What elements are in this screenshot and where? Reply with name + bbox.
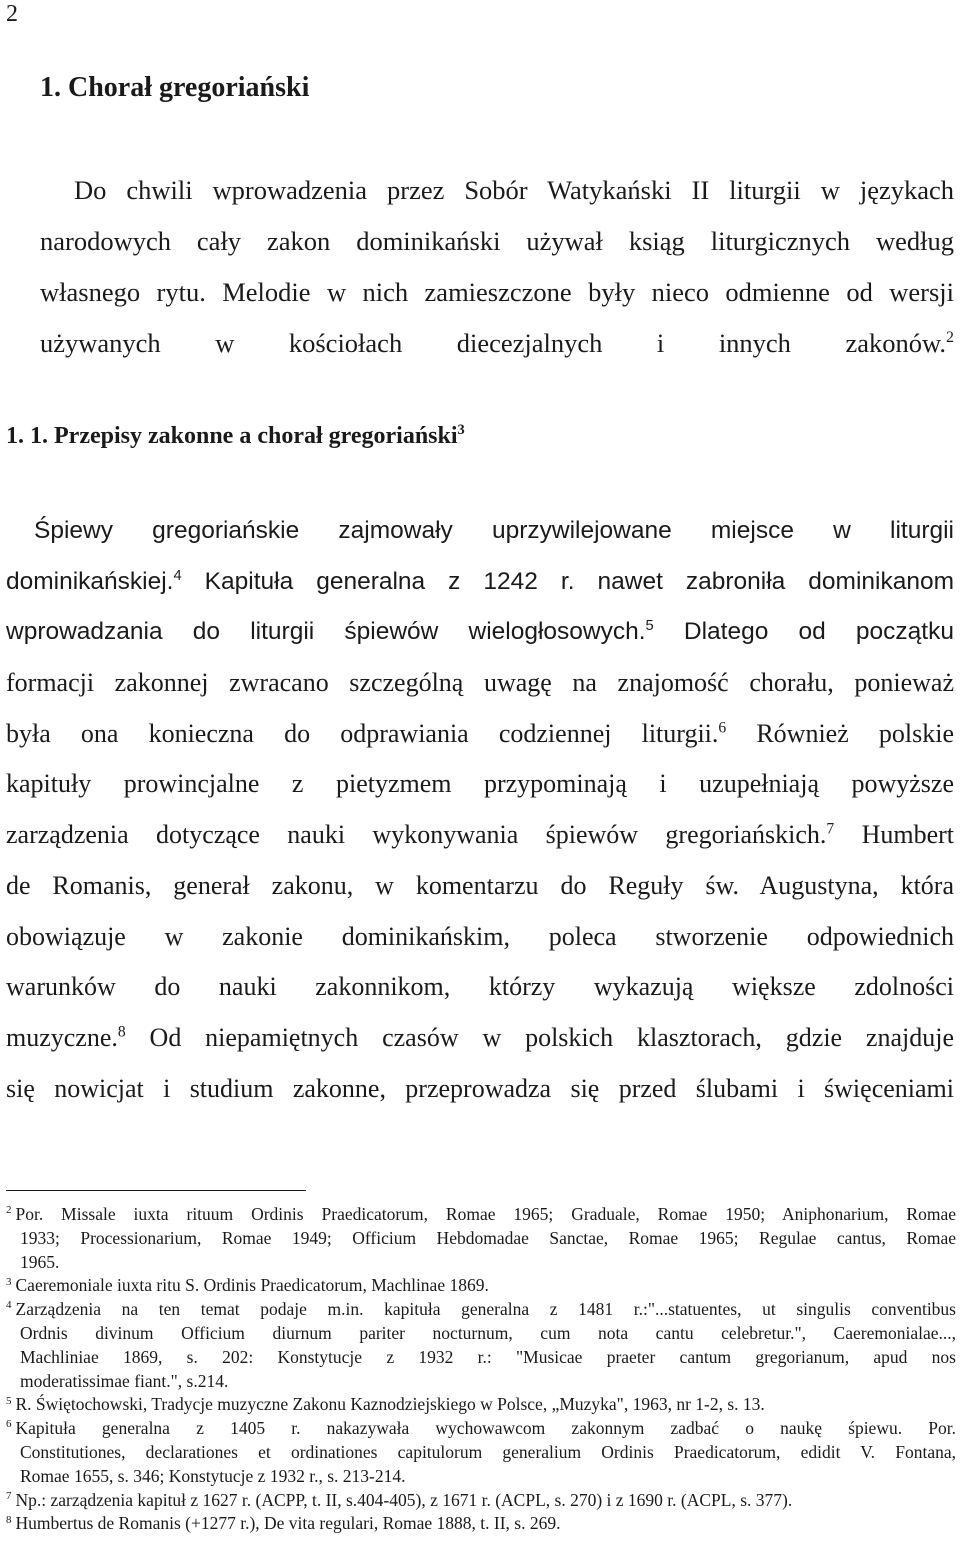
footnote-line: 1965. (20, 1251, 60, 1272)
paragraph-line: narodowych cały zakon dominikański używał ksiąg liturgicznych według (40, 226, 954, 256)
footnote-number: 3 (6, 1275, 12, 1288)
text-segment: Dlatego od początku (653, 618, 954, 646)
footnote-line: Machliniae 1869, s. 202: Konstytucje z 1932 r.: "Musicae praeter cantum gregorianum, apud nos (20, 1346, 956, 1367)
footnote-ref: 7 (826, 820, 835, 838)
footnote-line (6, 1417, 956, 1441)
paragraph-rules-sans (6, 506, 954, 658)
text-segment: zarządzenia dotyczące nauki wykonywania śpiewów gregoriańskich. (6, 820, 827, 850)
footnote-line (6, 1274, 956, 1298)
section-title (6, 418, 465, 454)
footnote-ref: 4 (173, 567, 182, 584)
footnote-number: 6 (6, 1418, 12, 1431)
paragraph-line: Śpiewy gregoriańskie zajmowały uprzywilejowane miejsce w liturgii (34, 517, 954, 544)
text-segment: była ona konieczna do odprawiania codziennej liturgii. (6, 718, 719, 748)
text-segment: wprowadzania do liturgii śpiewów wielogłosowych. (6, 618, 646, 646)
footnote-ref: 6 (718, 719, 727, 737)
paragraph-line: obowiązuje w zakonie dominikańskim, poleca stworzenie odpowiednich (6, 921, 954, 951)
footnote-8 (6, 1512, 956, 1536)
footnote-text: Por. Missale iuxta rituum Ordinis Praedicatorum, Romae 1965; Graduale, Romae 1950; Aniphonarium, Romae (15, 1204, 956, 1224)
paragraph-intro (6, 165, 954, 369)
footnote-text: Caeremoniale iuxta ritu S. Ordinis Praedicatorum, Machlinae 1869. (15, 1275, 489, 1296)
text-segment: Humbert (834, 820, 954, 850)
page-number: 2 (6, 1, 18, 27)
footnote-2 (6, 1203, 956, 1274)
paragraph-line-text: używanych w kościołach diecezjalnych i innych zakonów. (40, 328, 947, 358)
footnote-line: moderatissimae fiant.", s.214. (20, 1370, 229, 1391)
footnote-ref: 8 (117, 1023, 126, 1041)
footnote-line: Constitutiones, declarationes et ordinationes capitulorum generalium Ordinis Praedicatorum, edidit V. Fontana, (20, 1441, 956, 1462)
footnote-text: R. Świętochowski, Tradycje muzyczne Zakonu Kaznodziejskiego w Polsce, „Muzyka", 1963, nr 1-2, s. 13. (15, 1394, 765, 1415)
footnote-ref: 2 (946, 329, 954, 347)
footnote-line (6, 1489, 956, 1513)
paragraph-line: się nowicjat i studium zakonne, przeprowadza się przed ślubami i święceniami (6, 1073, 954, 1103)
footnote-number: 7 (6, 1489, 12, 1502)
text-segment: dominikańskiej. (6, 567, 174, 595)
paragraph-line (6, 318, 954, 369)
footnote-line: Ordnis divinum Officium diurnum pariter nocturnum, cum nota cantu celebretur.", Caeremonialae..., (20, 1322, 956, 1343)
footnote-5 (6, 1393, 956, 1417)
footnote-separator (6, 1190, 306, 1191)
footnote-line (6, 1512, 956, 1536)
paragraph-line: Do chwili wprowadzenia przez Sobór Watykański II liturgii w językach (74, 175, 954, 205)
paragraph-line: własnego rytu. Melodie w nich zamieszczone były nieco odmienne od wersji (40, 277, 954, 307)
paragraph-line (6, 607, 954, 658)
footnote-7 (6, 1489, 956, 1513)
footnote-text: Zarządzenia na ten temat podaje m.in. kapituła generalna z 1481 r.:"...statuentes, ut singulis conventibus (15, 1299, 956, 1320)
footnote-number: 2 (6, 1204, 12, 1217)
text-segment: Od niepamiętnych czasów w polskich klasztorach, gdzie znajduje (125, 1022, 954, 1052)
footnote-line (6, 1203, 956, 1227)
footnote-line: 1933; Processionarium, Romae 1949; Officium Hebdomadae Sanctae, Romae 1965; Regulae cantus, Romae (20, 1227, 956, 1248)
footnote-text: Np.: zarządzenia kapituł z 1627 r. (ACPP, t. II, s.404-405), z 1671 r. (ACPL, s. 270) i z 1690 r. (ACPL, s. 377). (15, 1489, 793, 1510)
paragraph-line (6, 557, 954, 608)
paragraph-line (6, 810, 954, 861)
footnote-ref: 3 (457, 422, 465, 438)
footnote-text: Kapituła generalna z 1405 r. nakazywała wychowawcom zakonnym zadbać o naukę śpiewu. Por. (15, 1418, 956, 1439)
paragraph-line: warunków do nauki zakonnikom, którzy wykazują większe zdolności (6, 972, 954, 1002)
text-segment: Również polskie (726, 718, 954, 748)
footnote-line: Romae 1655, s. 346; Konstytucje z 1932 r., s. 213-214. (20, 1465, 406, 1486)
footnote-3 (6, 1274, 956, 1298)
footnote-4 (6, 1298, 956, 1393)
chapter-title: 1. Chorał gregoriański (40, 72, 310, 103)
paragraph-line (6, 1013, 954, 1064)
text-segment: Kapituła generalna z 1242 r. nawet zabroniła dominikanom (181, 567, 954, 595)
paragraph-line: kapituły prowincjalne z pietyzmem przypominają i uzupełniają powyższe (6, 769, 954, 799)
footnote-number: 8 (6, 1513, 12, 1526)
paragraph-line: de Romanis, generał zakonu, w komentarzu do Reguły św. Augustyna, która (6, 870, 954, 900)
footnote-number: 5 (6, 1394, 12, 1407)
paragraph-line (6, 709, 954, 760)
section-title-text: 1. 1. Przepisy zakonne a chorał gregoriański (6, 423, 458, 449)
text-segment: muzyczne. (6, 1022, 118, 1052)
footnote-6 (6, 1417, 956, 1488)
paragraph-line: formacji zakonnej zwracano szczególną uwagę na znajomość chorału, ponieważ (6, 668, 954, 697)
footnotes (6, 1203, 956, 1536)
footnote-text: Humbertus de Romanis (+1277 r.), De vita regulari, Romae 1888, t. II, s. 269. (15, 1513, 561, 1534)
paragraph-rules-serif (6, 658, 954, 1114)
footnote-ref: 5 (645, 618, 654, 635)
footnote-line (6, 1298, 956, 1322)
footnote-number: 4 (6, 1299, 12, 1312)
footnote-line (6, 1393, 956, 1417)
